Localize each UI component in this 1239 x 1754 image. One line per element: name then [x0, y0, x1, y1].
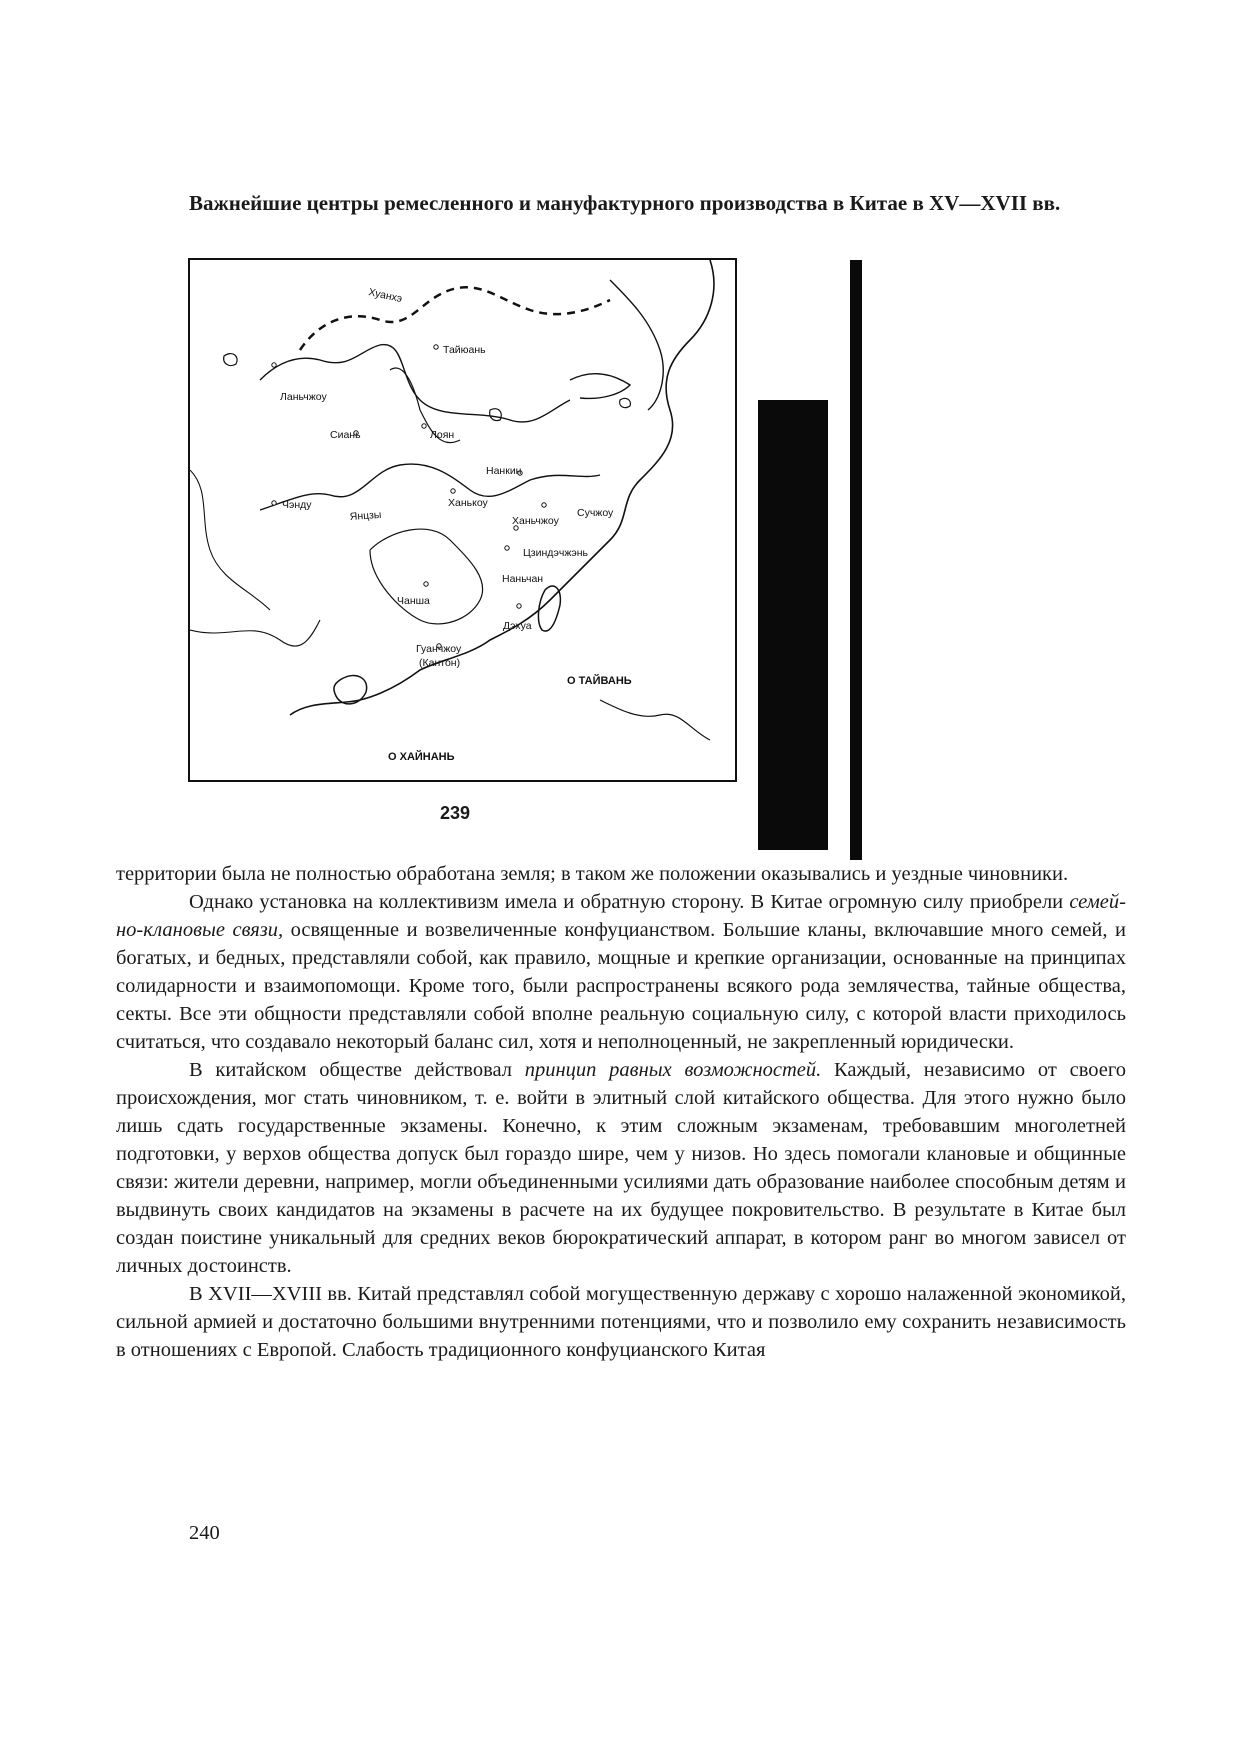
label-yangtze: Янцзы	[349, 508, 382, 523]
label-taiwan: О ТАЙВАНЬ	[567, 675, 632, 687]
scan-artifact-bar	[758, 400, 828, 850]
label-hangzhou: Ханьчжоу	[512, 515, 559, 527]
paragraph-3: В китайском обществе действовал принцип равных возможностей. Каждый, независимо от своего происхождения, мог стать чиновником, т. е. войти в элитный слой китайского общества. Для этого нужно было лишь сдать государственные экзамены. Конечно, к этим сложным экзаменам, требовавшим многолетней подготовки, у верхов общества допуск был гораздо шире, чем у низов. Но здесь помогали клановые и общинные связи: жители деревни, например, могли объединенными усилиями дать образование наиболее способным детям и выдвинуть своих кандидатов на экзамены в расчете на их будущее покровительство. В результате в Китае был создан поистине уникальный для средних веков бюрократический аппарат, в котором ранг во многом зависел от личных достоинств.	[116, 1059, 1126, 1277]
body-text	[116, 860, 1126, 1364]
map-huanghe	[300, 287, 610, 350]
map-page-number: 239	[440, 803, 471, 823]
map-region-south	[370, 529, 483, 624]
label-jingdezhen: Цзиндэчжэнь	[523, 547, 588, 559]
label-chengdu: Чэнду	[282, 499, 312, 511]
label-xian: Сиань	[330, 429, 361, 441]
label-dehua: Дэхуа	[503, 620, 532, 632]
map-island	[224, 354, 237, 366]
italic-term: принцип равных возможностей.	[524, 1059, 822, 1081]
city-dot-chengdu	[272, 501, 276, 505]
label-taiyuan: Тайюань	[443, 344, 486, 356]
city-dot-luoyang	[422, 424, 426, 428]
label-luoyang: Лоян	[430, 429, 455, 441]
map-shandong	[570, 374, 630, 399]
label-nanjing: Нанкин	[486, 465, 522, 477]
city-dot-hankou	[451, 489, 455, 493]
map-island	[490, 409, 502, 421]
label-huanhe: Хуанхэ	[367, 286, 404, 306]
page-number: 240	[189, 1522, 220, 1544]
italic-term: семей-но-клановые связи,	[116, 891, 1126, 941]
map-border-southwest	[190, 620, 320, 646]
map-border-west	[190, 470, 270, 610]
china-map	[188, 258, 737, 782]
city-dot-changsha	[424, 582, 428, 586]
map-island	[620, 398, 631, 407]
label-canton: (Кантон)	[419, 657, 461, 669]
city-dot-hangzhou	[542, 503, 546, 507]
city-dot-nanchang	[505, 546, 509, 550]
scan-artifact-line	[850, 260, 862, 860]
label-suzhou: Сучжоу	[577, 507, 614, 519]
paragraph-2: Однако установка на коллективизм имела и обратную сторону. В Китае огромную силу приобрели семей-но-клановые связи, освященные и возвеличенные конфуцианством. Большие кланы, включавшие много семей, и богатых, и бедных, представляли собой, как правило, мощные и крепкие организации, основанные на принципах солидарности и взаимопомощи. Кроме того, были распространены всякого рода землячества, тайные общества, секты. Все эти общности представляли собой вполне реальную социальную силу, с которой власти приходилось считаться, что создавало некоторый баланс сил, хотя и неполноценный, не закрепленный юридически.	[116, 891, 1126, 1053]
map-korea	[610, 280, 663, 410]
label-guangzhou: Гуанчжоу	[416, 643, 462, 655]
label-nanchang: Наньчан	[502, 573, 544, 585]
figure-title: Важнейшие центры ремесленного и мануфактурного производства в Китае в XV—XVII вв.	[189, 191, 1061, 215]
city-dot-lanzhou	[272, 363, 276, 367]
label-lanzhou: Ланьчжоу	[280, 391, 327, 403]
label-hainan: О ХАЙНАНЬ	[388, 751, 455, 763]
city-dot-taiyuan	[434, 345, 438, 349]
map-hainan-island	[334, 676, 367, 704]
paragraph-4: В XVII—XVIII вв. Китай представлял собой могущественную державу с хорошо налаженной экономикой, сильной армией и достаточно большими внутренними потенциями, что и позволило ему сохранить независимость в отношениях с Европой. Слабость традиционного конфуцианского Китая	[116, 1283, 1126, 1361]
label-hankou: Ханькоу	[448, 497, 488, 509]
label-changsha: Чанша	[397, 595, 430, 607]
map-coast-se	[600, 700, 710, 740]
city-dot-dehua	[517, 604, 521, 608]
paragraph-1: территории была не полностью обработана земля; в таком же положении оказывались и уездные чиновники.	[116, 863, 1069, 885]
map-huanghe-river	[260, 345, 570, 422]
